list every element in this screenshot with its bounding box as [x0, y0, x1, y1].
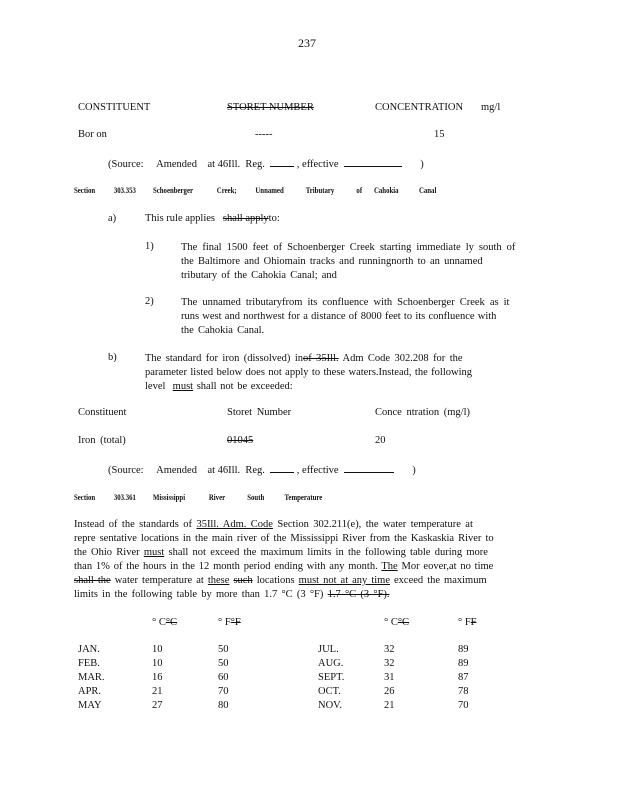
paragraph-segment: The: [381, 561, 398, 572]
item-b-line1-pre: The standard for iron (dissolved) in: [145, 353, 304, 364]
source1-reg: Reg.: [245, 159, 265, 170]
temp-month-right: OCT.: [318, 686, 341, 697]
source1-amended: Amended: [156, 159, 197, 170]
paragraph-line: [74, 588, 494, 602]
temp-header-f1: [218, 617, 241, 628]
source2-line: [108, 463, 416, 476]
temp-f-right: 70: [458, 700, 469, 711]
sec1-title-word: Unnamed: [255, 186, 284, 195]
table2-header-constituent: Constituent: [78, 407, 127, 418]
temp-month-right: NOV.: [318, 700, 343, 711]
item-2-line: The unnamed tributaryfrom its confluence with Schoenberger Creek as it: [181, 297, 510, 308]
source2-close: ): [412, 465, 416, 476]
item-a-label: a): [108, 213, 117, 224]
item-1-text: [181, 241, 515, 283]
item-2-label: 2): [145, 296, 154, 307]
temp-f-left: 80: [218, 700, 229, 711]
paragraph-line: [74, 560, 494, 574]
item-b-line1-post: Adm Code 302.208 for the: [338, 353, 463, 364]
item-b-line3-pre: level: [145, 381, 166, 392]
temp-month-left: MAR.: [78, 672, 105, 683]
paragraph-segment: 35Ill. Adm. Code: [196, 519, 273, 530]
table1-header-storet: STORET NUMBER: [227, 102, 314, 113]
paragraph-segment: shall not exceed the maximum limits in the following table during more: [164, 547, 488, 558]
table2-row-conc: 20: [375, 435, 386, 446]
item-a-text-pre: This rule applies: [145, 213, 215, 224]
table2-row-name: Iron (total): [78, 435, 126, 446]
source2-at: at 46Ill.: [207, 465, 241, 476]
paragraph-segment: 1.7 °C (3 °F).: [327, 589, 390, 600]
item-1-label: 1): [145, 241, 154, 252]
item-b-line1-struck: of 35Ill.: [303, 353, 339, 364]
temp-f-left: 50: [218, 644, 229, 655]
sec2-title-word: Temperature: [284, 493, 323, 502]
sec1-title-word: of: [356, 186, 363, 195]
sec2-word: Section: [74, 493, 96, 502]
sec1-title-word: Cahokia: [373, 186, 399, 195]
temp-header-c2: [384, 617, 409, 628]
temp-month-left: JAN.: [78, 644, 100, 655]
table1-row-storet: -----: [255, 129, 273, 140]
paragraph-segment: limits in the following table by more than 1.7 °C (3 °F): [74, 589, 328, 600]
temp-header-c1-struck: °C: [165, 617, 178, 628]
temp-c-left: 16: [152, 672, 163, 683]
temp-month-right: AUG.: [318, 658, 344, 669]
sec2-title-word: River: [208, 493, 226, 502]
temp-header-c2-struck: °C: [397, 617, 410, 628]
temp-c-left: 21: [152, 686, 163, 697]
table1-header-constituent: CONSTITUENT: [78, 102, 151, 113]
temp-header-f1-text: ° F: [218, 617, 231, 628]
item-b-line3-post: shall not be exceeded:: [196, 381, 293, 392]
sec1-number: 303.353: [113, 186, 136, 195]
table2-header-concentration: Conce ntration (mg/l): [375, 407, 470, 418]
temp-month-right: JUL.: [318, 644, 339, 655]
source2-blank-date: [344, 463, 394, 473]
item-a-text-struck: shall apply: [222, 213, 269, 224]
temp-month-left: MAY: [78, 700, 102, 711]
source2-reg: Reg.: [245, 465, 265, 476]
source2-blank-reg: [270, 463, 294, 473]
temp-month-right: SEPT.: [318, 672, 345, 683]
table1-row-name: Bor on: [78, 129, 107, 140]
temp-header-f2-struck: F: [470, 617, 477, 628]
temp-f-right: 89: [458, 658, 469, 669]
paragraph-line: [74, 532, 494, 546]
paragraph-segment: than 1% of the hours in the 12 month period ending with any month.: [74, 561, 382, 572]
source1-prefix: (Source:: [108, 159, 144, 170]
source1-close: ): [420, 159, 424, 170]
item-a-text-post: to:: [268, 213, 280, 224]
source1-line: [108, 157, 424, 170]
item-1-line: the Baltimore and Ohiomain tracks and runningnorth to an unnamed: [181, 256, 483, 267]
temp-header-f2: [458, 617, 477, 628]
paragraph-segment: must not at any time: [298, 575, 390, 586]
section1-heading: [74, 186, 436, 195]
paragraph-segment: exceed the maximum: [390, 575, 487, 586]
temp-f-right: 87: [458, 672, 469, 683]
paragraph-line: [74, 574, 494, 588]
sec2-title-word: South: [247, 493, 265, 502]
temp-f-right: 78: [458, 686, 469, 697]
source1-blank-reg: [270, 157, 294, 167]
source2-prefix: (Source:: [108, 465, 144, 476]
temp-month-left: FEB.: [78, 658, 100, 669]
item-1-line: The final 1500 feet of Schoenberger Creek starting immediate ly south of: [181, 242, 516, 253]
paragraph-segment: repre sentative locations in the main river of the Mississippi River from the Kaskaskia River to: [74, 533, 494, 544]
temp-f-left: 60: [218, 672, 229, 683]
temp-month-left: APR.: [78, 686, 102, 697]
section2-heading: [74, 493, 322, 502]
temp-c-right: 26: [384, 686, 395, 697]
sec1-title-word: Tributary: [305, 186, 335, 195]
source1-at: at 46Ill.: [207, 159, 241, 170]
sec1-title-word: Creek;: [216, 186, 237, 195]
sec1-title-word: Schoenberger: [152, 186, 193, 195]
paragraph-segment: must: [143, 547, 165, 558]
paragraph-segment: these: [207, 575, 230, 586]
item-b-label: b): [108, 352, 117, 363]
item-b-text: [145, 352, 472, 394]
paragraph-segment: such: [233, 575, 253, 586]
paragraph-segment: Mor eover,at no time: [397, 561, 494, 572]
temp-c-left: 10: [152, 658, 163, 669]
sec2-title-word: Mississippi: [152, 493, 186, 502]
temp-header-f1-struck: °F: [230, 617, 241, 628]
sec2-number: 303.361: [113, 493, 136, 502]
page-number: 237: [298, 36, 316, 50]
paragraph-segment: locations: [252, 575, 299, 586]
temp-f-right: 89: [458, 644, 469, 655]
item-2-text: [181, 296, 509, 338]
temp-f-left: 70: [218, 686, 229, 697]
item-b-line2: parameter listed below does not apply to these waters.Instead, the following: [145, 367, 472, 378]
temp-c-left: 27: [152, 700, 163, 711]
temp-c-right: 32: [384, 644, 395, 655]
temp-header-f2-text: ° F: [458, 617, 471, 628]
table2-header-storet: Storet Number: [227, 407, 292, 418]
item-a-text: [145, 213, 280, 224]
paragraph-line: [74, 546, 494, 560]
temp-c-right: 21: [384, 700, 395, 711]
source2-effective: , effective: [296, 465, 339, 476]
temp-header-c2-text: ° C: [384, 617, 398, 628]
table1-row-conc: 15: [434, 129, 445, 140]
paragraph-segment: Section 302.211(e), the water temperature at: [272, 519, 473, 530]
temp-c-right: 31: [384, 672, 395, 683]
table2-row-storet: 01045: [227, 435, 254, 446]
paragraph-segment: water temperature at: [110, 575, 208, 586]
paragraph-line: [74, 518, 494, 532]
sec1-title-word: Canal: [418, 186, 437, 195]
table1-header-unit: mg/l: [481, 102, 501, 113]
source1-blank-date: [344, 157, 402, 167]
temp-c-right: 32: [384, 658, 395, 669]
table1-header-concentration: CONCENTRATION: [375, 102, 464, 113]
item-2-line: the Cahokia Canal.: [181, 325, 265, 336]
temp-f-left: 50: [218, 658, 229, 669]
item-b-line3-under: must: [172, 381, 194, 392]
paragraph-segment: Instead of the standards of: [74, 519, 197, 530]
temp-c-left: 10: [152, 644, 163, 655]
paragraph-segment: shall the: [74, 575, 111, 586]
temp-header-c1-text: ° C: [152, 617, 166, 628]
item-1-line: tributary of the Cahokia Canal; and: [181, 270, 337, 281]
temp-header-c1: [152, 617, 177, 628]
sec1-word: Section: [74, 186, 96, 195]
paragraph-segment: the Ohio River: [74, 547, 144, 558]
source1-effective: , effective: [296, 159, 339, 170]
section2-paragraph: [74, 518, 494, 602]
source2-amended: Amended: [156, 465, 197, 476]
item-2-line: runs west and northwest for a distance of 8000 feet to its confluence with: [181, 311, 497, 322]
